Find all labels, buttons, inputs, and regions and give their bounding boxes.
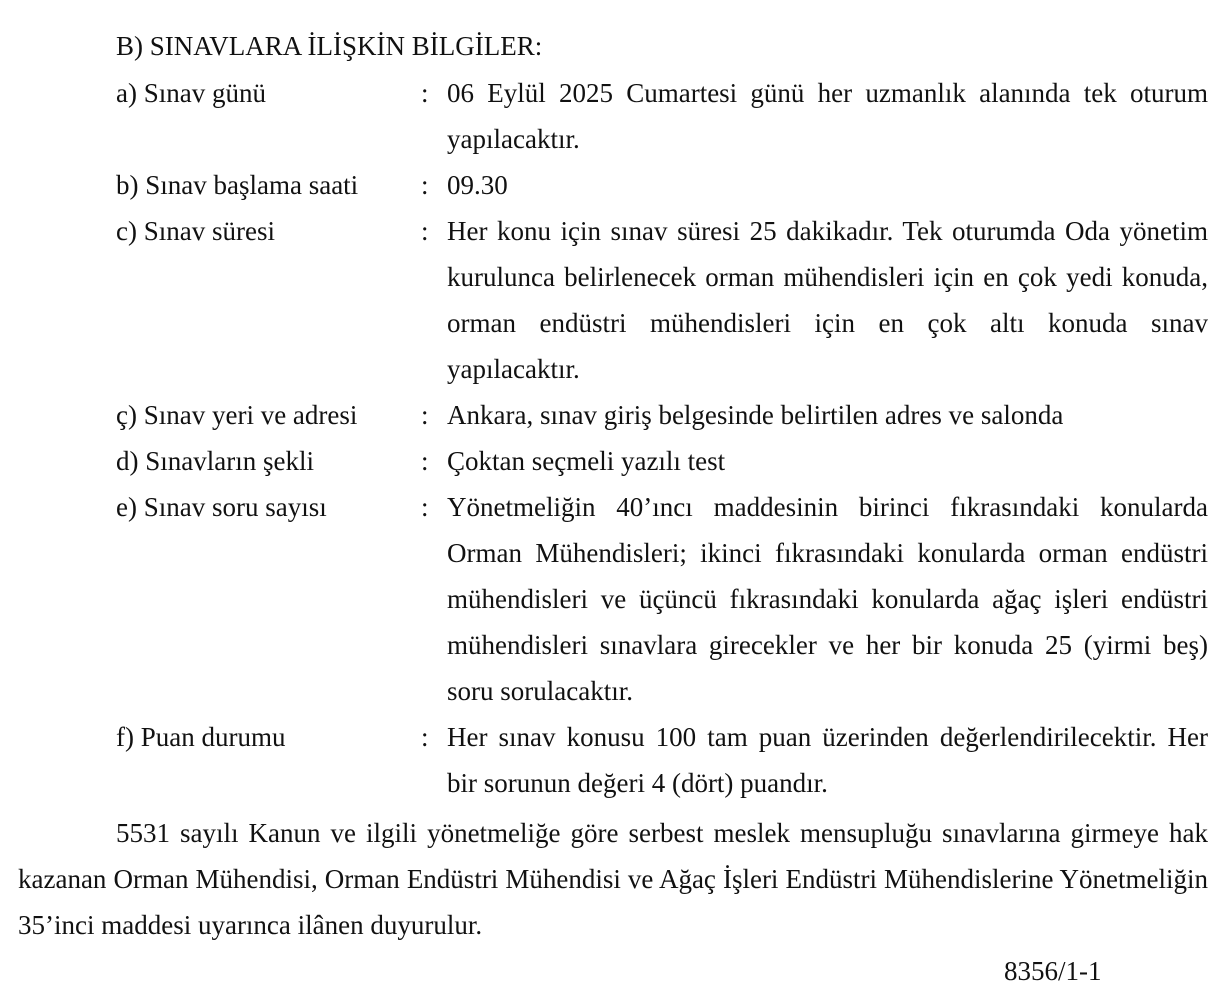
info-item-value: Çoktan seçmeli yazılı test — [447, 446, 726, 476]
info-item-value: 06 Eylül 2025 Cumartesi günü her uzmanlık alanında tek oturum yapılacaktır. — [447, 78, 1208, 154]
info-item-start-time — [116, 162, 1208, 208]
info-item-label: ç) Sınav yeri ve adresi — [116, 400, 358, 430]
info-item-value: Her konu için sınav süresi 25 dakikadır. Tek oturumda Oda yönetim kurulunca belirlenecek orman mühendisleri için en çok yedi konuda, orman endüstri mühendisleri için en çok altı konuda sınav yapılacaktır. — [447, 216, 1208, 384]
info-item-separator: : — [421, 446, 429, 476]
reference-number: 8356/1-1 — [1004, 956, 1102, 986]
info-item-question-count — [116, 484, 1208, 714]
info-item-location — [116, 392, 1208, 438]
info-item-separator: : — [421, 216, 429, 246]
section-heading: B) SINAVLARA İLİŞKİN BİLGİLER: — [116, 31, 543, 61]
info-item-value: Yönetmeliğin 40’ıncı maddesinin birinci fıkrasındaki konularda Orman Mühendisleri; ikinci fıkrasındaki konularda orman endüstri mühendisleri ve üçüncü fıkrasındaki konularda ağaç işleri endüstri mühendisleri sınavlara girecekler ve her bir konuda 25 (yirmi beş) soru sorulacaktır. — [447, 492, 1208, 706]
exam-info-list — [116, 70, 1208, 806]
closing-paragraph: 5531 sayılı Kanun ve ilgili yönetmeliğe göre serbest meslek mensupluğu sınavlarına girmeye hak kazanan Orman Mühendisi, Orman Endüstri Mühendisi ve Ağaç İşleri Endüstri Mühendislerine Yönetmeliğin 35’inci maddesi uyarınca ilânen duyurulur. — [18, 818, 1208, 940]
info-item-value: Ankara, sınav giriş belgesinde belirtilen adres ve salonda — [447, 400, 1064, 430]
info-item-separator: : — [421, 492, 429, 522]
info-item-duration — [116, 208, 1208, 392]
info-item-separator: : — [421, 400, 429, 430]
info-item-separator: : — [421, 78, 429, 108]
info-item-label: b) Sınav başlama saati — [116, 170, 359, 200]
info-item-exam-day — [116, 70, 1208, 162]
info-item-label: e) Sınav soru sayısı — [116, 492, 327, 522]
info-item-scoring — [116, 714, 1208, 806]
info-item-label: d) Sınavların şekli — [116, 446, 314, 476]
info-item-separator: : — [421, 170, 429, 200]
info-item-label: a) Sınav günü — [116, 78, 266, 108]
info-item-value: 09.30 — [447, 170, 508, 200]
info-item-separator: : — [421, 722, 429, 752]
info-item-label: f) Puan durumu — [116, 722, 286, 752]
info-item-label: c) Sınav süresi — [116, 216, 275, 246]
info-item-format — [116, 438, 1208, 484]
info-item-value: Her sınav konusu 100 tam puan üzerinden değerlendirilecektir. Her bir sorunun değeri 4 (dört) puandır. — [447, 722, 1208, 798]
